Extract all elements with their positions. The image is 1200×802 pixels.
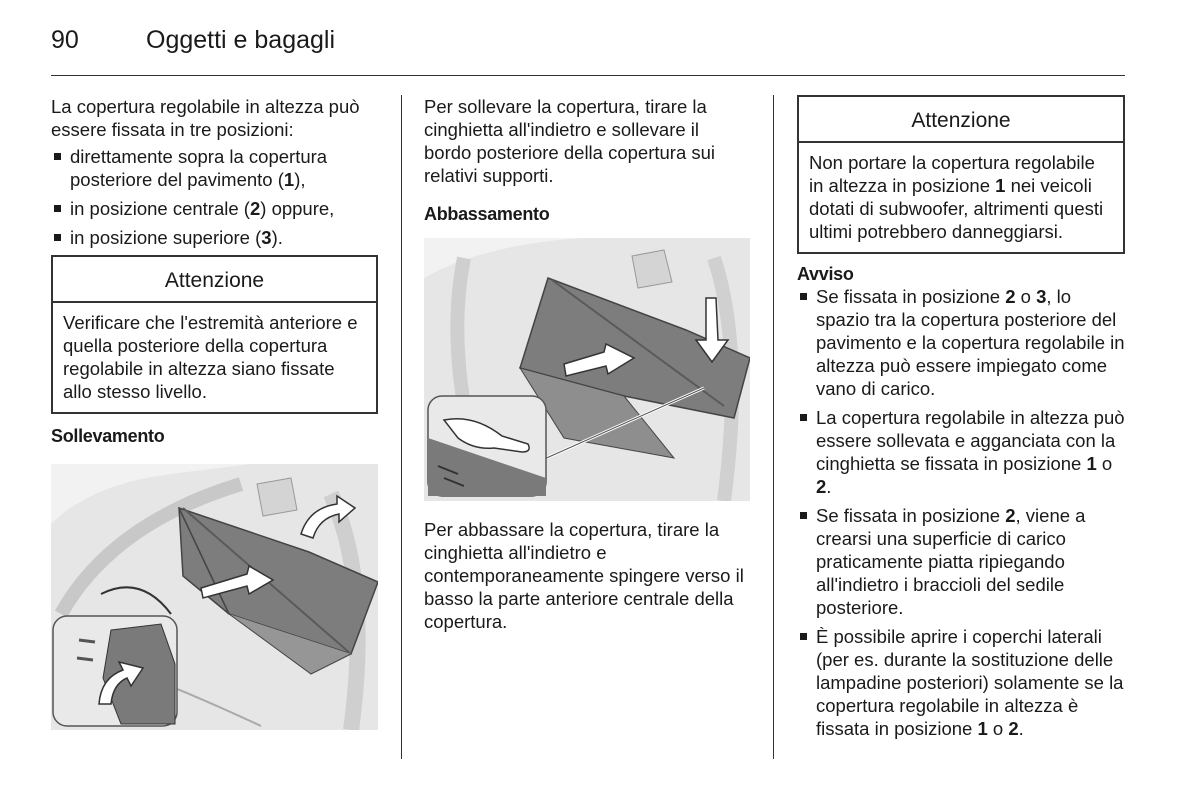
subheading-sollevamento: Sollevamento (51, 426, 165, 446)
list-item: È possibile aprire i coperchi laterali (per es. durante la sostituzione delle lampadine posteriori) solamente se la copertura regolabile in altezza è fissata in posizione 1 o 2. (797, 625, 1125, 740)
column-divider-right (773, 95, 774, 759)
list-item: in posizione centrale (2) oppure, (51, 197, 378, 220)
figure-lifting-illustration (51, 464, 378, 730)
warning-title: Attenzione (799, 97, 1123, 143)
header-rule (51, 75, 1125, 76)
notice-heading: Avviso (797, 264, 854, 284)
list-item: Se fissata in posizione 2, viene a crearsi una superficie di carico praticamente piatta ripiegando all'indietro i braccioli del sedile posteriore. (797, 504, 1125, 619)
warning-title: Attenzione (53, 257, 376, 303)
notice-list (797, 285, 1125, 740)
lowering-instructions: Per abbassare la copertura, tirare la cinghietta all'indietro e contemporaneamente spingere verso il basso la parte anteriore centrale della copertura. (424, 519, 744, 632)
subheading-abbassamento: Abbassamento (424, 204, 550, 224)
column-divider-left (401, 95, 402, 759)
position-list (51, 145, 378, 249)
section-title: Oggetti e bagagli (146, 26, 336, 54)
lifting-instructions: Per sollevare la copertura, tirare la cinghietta all'indietro e sollevare il bordo posteriore della copertura sui relativi supporti. (424, 96, 716, 186)
warning-text: Verificare che l'estremità anteriore e quella posteriore della copertura regolabile in altezza siano fissate allo stesso livello. (63, 312, 358, 402)
list-item: Se fissata in posizione 2 o 3, lo spazio tra la copertura posteriore del pavimento e la copertura regolabile in altezza può essere impiegato come vano di carico. (797, 285, 1125, 400)
column-3 (797, 95, 1125, 746)
list-item: in posizione superiore (3). (51, 226, 378, 249)
warning-box (51, 255, 378, 414)
list-item: La copertura regolabile in altezza può essere sollevata e agganciata con la cinghietta se fissata in posizione 1 o 2. (797, 406, 1125, 498)
page-number: 90 (51, 26, 79, 54)
list-item: direttamente sopra la copertura posteriore del pavimento (1), (51, 145, 378, 191)
warning-box (797, 95, 1125, 254)
column-2 (424, 95, 750, 226)
intro-paragraph: La copertura regolabile in altezza può essere fissata in tre posizioni: (51, 96, 360, 140)
warning-text: Non portare la copertura regolabile in altezza in posizione 1 nei veicoli dotati di subwoofer, altrimenti questi ultimi potrebbero danneggiarsi. (809, 152, 1104, 242)
column-1 (51, 95, 378, 448)
figure-lowering-illustration (424, 238, 750, 501)
